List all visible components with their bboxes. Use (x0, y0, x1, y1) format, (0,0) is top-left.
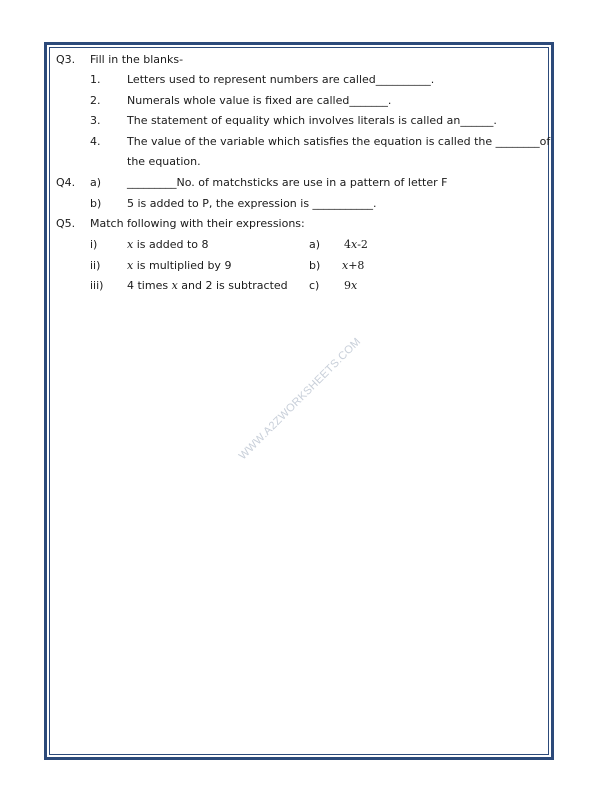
variable-x: x (127, 238, 134, 251)
q5-left-2-label: ii) (90, 259, 101, 272)
q3-item-3-number: 3. (90, 114, 101, 127)
q5-left-1-label: i) (90, 238, 98, 251)
q3-number: Q3. (56, 53, 76, 66)
q5-right-b-expr: x+8 (342, 259, 365, 272)
q4-a-label: a) (90, 176, 102, 189)
q5-right-a-label: a) (309, 238, 321, 251)
q5-right-c-expr: 9x (344, 279, 358, 292)
q3-title: Fill in the blanks- (90, 53, 184, 66)
q3-item-2-number: 2. (90, 94, 101, 107)
q5-left-3-text: 4 times x and 2 is subtracted (127, 279, 288, 292)
q3-item-4-text: The value of the variable which satisfies the equation is called the ________of (127, 135, 551, 148)
variable-x: x (171, 279, 178, 292)
variable-x: x (127, 259, 134, 272)
q3-item-4-number: 4. (90, 135, 101, 148)
q4-number: Q4. (56, 176, 76, 189)
q5-left-3-label: iii) (90, 279, 104, 292)
q5-right-c-label: c) (309, 279, 320, 292)
q5-right-a-expr: 4x-2 (344, 238, 368, 251)
q4-a-text: _________No. of matchsticks are use in a pattern of letter F (127, 176, 448, 189)
q3-item-2-text: Numerals whole value is fixed are called_______. (127, 94, 392, 107)
q4-b-text: 5 is added to P, the expression is ___________. (127, 197, 377, 210)
watermark: WWW.A2ZWORKSHEETS.COM (236, 335, 364, 463)
q3-item-1-number: 1. (90, 73, 101, 86)
q5-number: Q5. (56, 217, 76, 230)
q5-left-1-text: x is added to 8 (127, 238, 209, 251)
q3-item-4-continuation: the equation. (127, 155, 201, 168)
q3-item-3-text: The statement of equality which involves literals is called an______. (127, 114, 497, 127)
q5-right-b-label: b) (309, 259, 321, 272)
q3-item-1-text: Letters used to represent numbers are called__________. (127, 73, 435, 86)
q5-title: Match following with their expressions: (90, 217, 305, 230)
q5-left-2-text: x is multiplied by 9 (127, 259, 232, 272)
q4-b-label: b) (90, 197, 102, 210)
